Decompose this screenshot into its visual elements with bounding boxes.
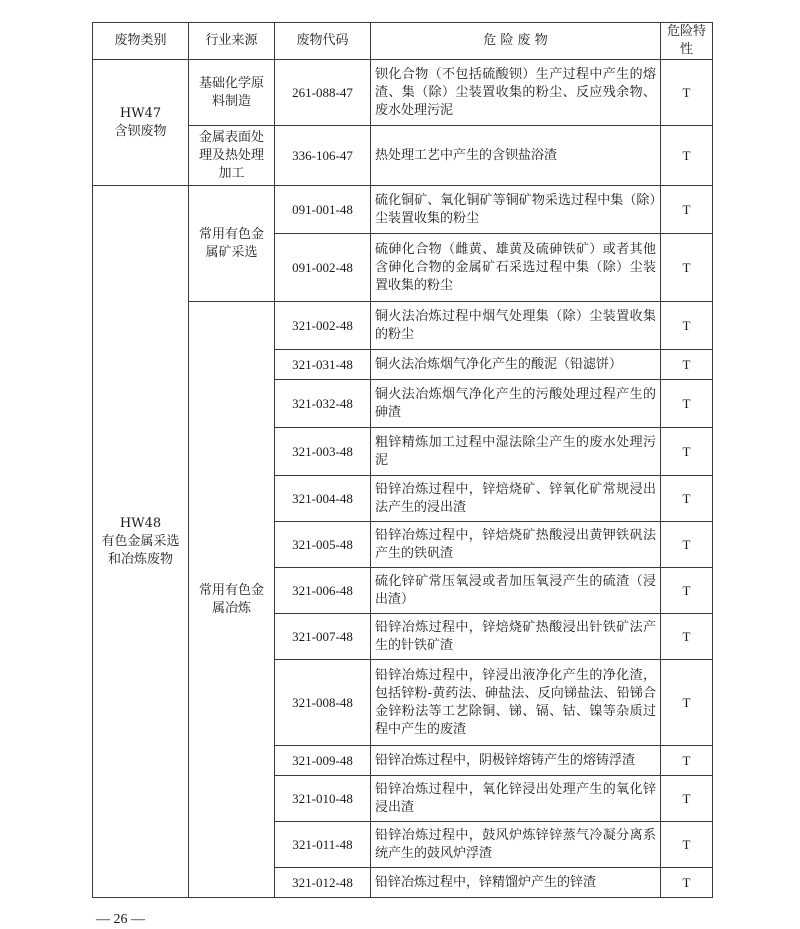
hazard-property-cell: T	[661, 868, 713, 898]
waste-code-cell: 321-002-48	[275, 302, 371, 350]
waste-description-cell: 铅锌冶炼过程中，锌浸出液净化产生的净化渣，包括锌粉-黄药法、砷盐法、反向锑盐法、铅锑合金锌粉法等工艺除铜、锑、镉、钴、镍等杂质过程中产生的废渣	[371, 660, 661, 746]
waste-code-cell: 091-001-48	[275, 186, 371, 234]
waste-description-cell: 铜火法冶炼过程中烟气处理集（除）尘装置收集的粉尘	[371, 302, 661, 350]
waste-description-cell: 铅锌冶炼过程中，鼓风炉炼锌锌蒸气冷凝分离系统产生的鼓风炉浮渣	[371, 822, 661, 868]
table-row	[93, 60, 713, 126]
waste-description-cell: 铅锌冶炼过程中，锌焙烧矿热酸浸出黄钾铁矾法产生的铁矾渣	[371, 522, 661, 568]
table-row	[93, 186, 713, 234]
waste-code-cell: 321-010-48	[275, 776, 371, 822]
waste-code-cell: 261-088-47	[275, 60, 371, 126]
industry-source-cell: 基础化学原料制造	[189, 60, 275, 126]
hazardous-waste-table	[92, 22, 713, 898]
hazard-property-cell: T	[661, 428, 713, 476]
page-number: — 26 —	[96, 912, 145, 927]
waste-category-cell: HW47 含钡废物	[93, 60, 189, 186]
hazard-property-cell: T	[661, 660, 713, 746]
hazard-property-cell: T	[661, 186, 713, 234]
industry-source-cell: 常用有色金属矿采选	[189, 186, 275, 302]
waste-description-cell: 粗锌精炼加工过程中湿法除尘产生的废水处理污泥	[371, 428, 661, 476]
waste-description-cell: 铅锌冶炼过程中，锌焙烧矿热酸浸出针铁矿法产生的针铁矿渣	[371, 614, 661, 660]
waste-code-cell: 336-106-47	[275, 126, 371, 186]
waste-description-cell: 硫化锌矿常压氧浸或者加压氧浸产生的硫渣（浸出渣）	[371, 568, 661, 614]
hazard-property-cell: T	[661, 476, 713, 522]
header-waste-category: 废物类别	[93, 23, 189, 60]
hazard-property-cell: T	[661, 776, 713, 822]
waste-description-cell: 铅锌冶炼过程中，锌焙烧矿、锌氧化矿常规浸出法产生的浸出渣	[371, 476, 661, 522]
waste-category-cell: HW48 有色金属采选 和冶炼废物	[93, 186, 189, 898]
hazard-property-cell: T	[661, 234, 713, 302]
waste-description-cell: 热处理工艺中产生的含钡盐浴渣	[371, 126, 661, 186]
waste-code-cell: 321-007-48	[275, 614, 371, 660]
waste-description-cell: 铅锌冶炼过程中，氧化锌浸出处理产生的氧化锌浸出渣	[371, 776, 661, 822]
header-waste-code: 废物代码	[275, 23, 371, 60]
hazard-property-cell: T	[661, 350, 713, 380]
hazard-property-cell: T	[661, 746, 713, 776]
hazard-property-cell: T	[661, 822, 713, 868]
waste-description-cell: 铅锌冶炼过程中，阴极锌熔铸产生的熔铸浮渣	[371, 746, 661, 776]
header-industry-source: 行业来源	[189, 23, 275, 60]
hazard-property-cell: T	[661, 568, 713, 614]
hazard-property-cell: T	[661, 614, 713, 660]
header-hazard-property: 危险特性	[661, 23, 713, 60]
header-hazardous-waste: 危 险 废 物	[371, 23, 661, 60]
hazard-property-cell: T	[661, 302, 713, 350]
waste-code-cell: 321-012-48	[275, 868, 371, 898]
waste-description-cell: 铜火法冶炼烟气净化产生的污酸处理过程产生的砷渣	[371, 380, 661, 428]
hazard-property-cell: T	[661, 60, 713, 126]
table-header-row	[93, 23, 713, 60]
waste-code-cell: 321-006-48	[275, 568, 371, 614]
waste-code-cell: 321-009-48	[275, 746, 371, 776]
hazard-property-cell: T	[661, 522, 713, 568]
waste-code-cell: 321-008-48	[275, 660, 371, 746]
waste-description-cell: 铅锌冶炼过程中，锌精馏炉产生的锌渣	[371, 868, 661, 898]
hazard-property-cell: T	[661, 380, 713, 428]
waste-code-cell: 321-005-48	[275, 522, 371, 568]
waste-description-cell: 硫砷化合物（雌黄、雄黄及硫砷铁矿）或者其他含砷化合物的金属矿石采选过程中集（除）尘装置收集的粉尘	[371, 234, 661, 302]
industry-source-cell: 常用有色金属冶炼	[189, 302, 275, 898]
hazard-property-cell: T	[661, 126, 713, 186]
table-body	[93, 60, 713, 898]
waste-description-cell: 铜火法冶炼烟气净化产生的酸泥（铅滤饼）	[371, 350, 661, 380]
waste-code-cell: 321-011-48	[275, 822, 371, 868]
waste-code-cell: 091-002-48	[275, 234, 371, 302]
industry-source-cell: 金属表面处理及热处理加工	[189, 126, 275, 186]
waste-description-cell: 硫化铜矿、氧化铜矿等铜矿物采选过程中集（除）尘装置收集的粉尘	[371, 186, 661, 234]
waste-code-cell: 321-003-48	[275, 428, 371, 476]
waste-code-cell: 321-031-48	[275, 350, 371, 380]
waste-description-cell: 钡化合物（不包括硫酸钡）生产过程中产生的熔渣、集（除）尘装置收集的粉尘、反应残余物、废水处理污泥	[371, 60, 661, 126]
waste-code-cell: 321-004-48	[275, 476, 371, 522]
waste-code-cell: 321-032-48	[275, 380, 371, 428]
